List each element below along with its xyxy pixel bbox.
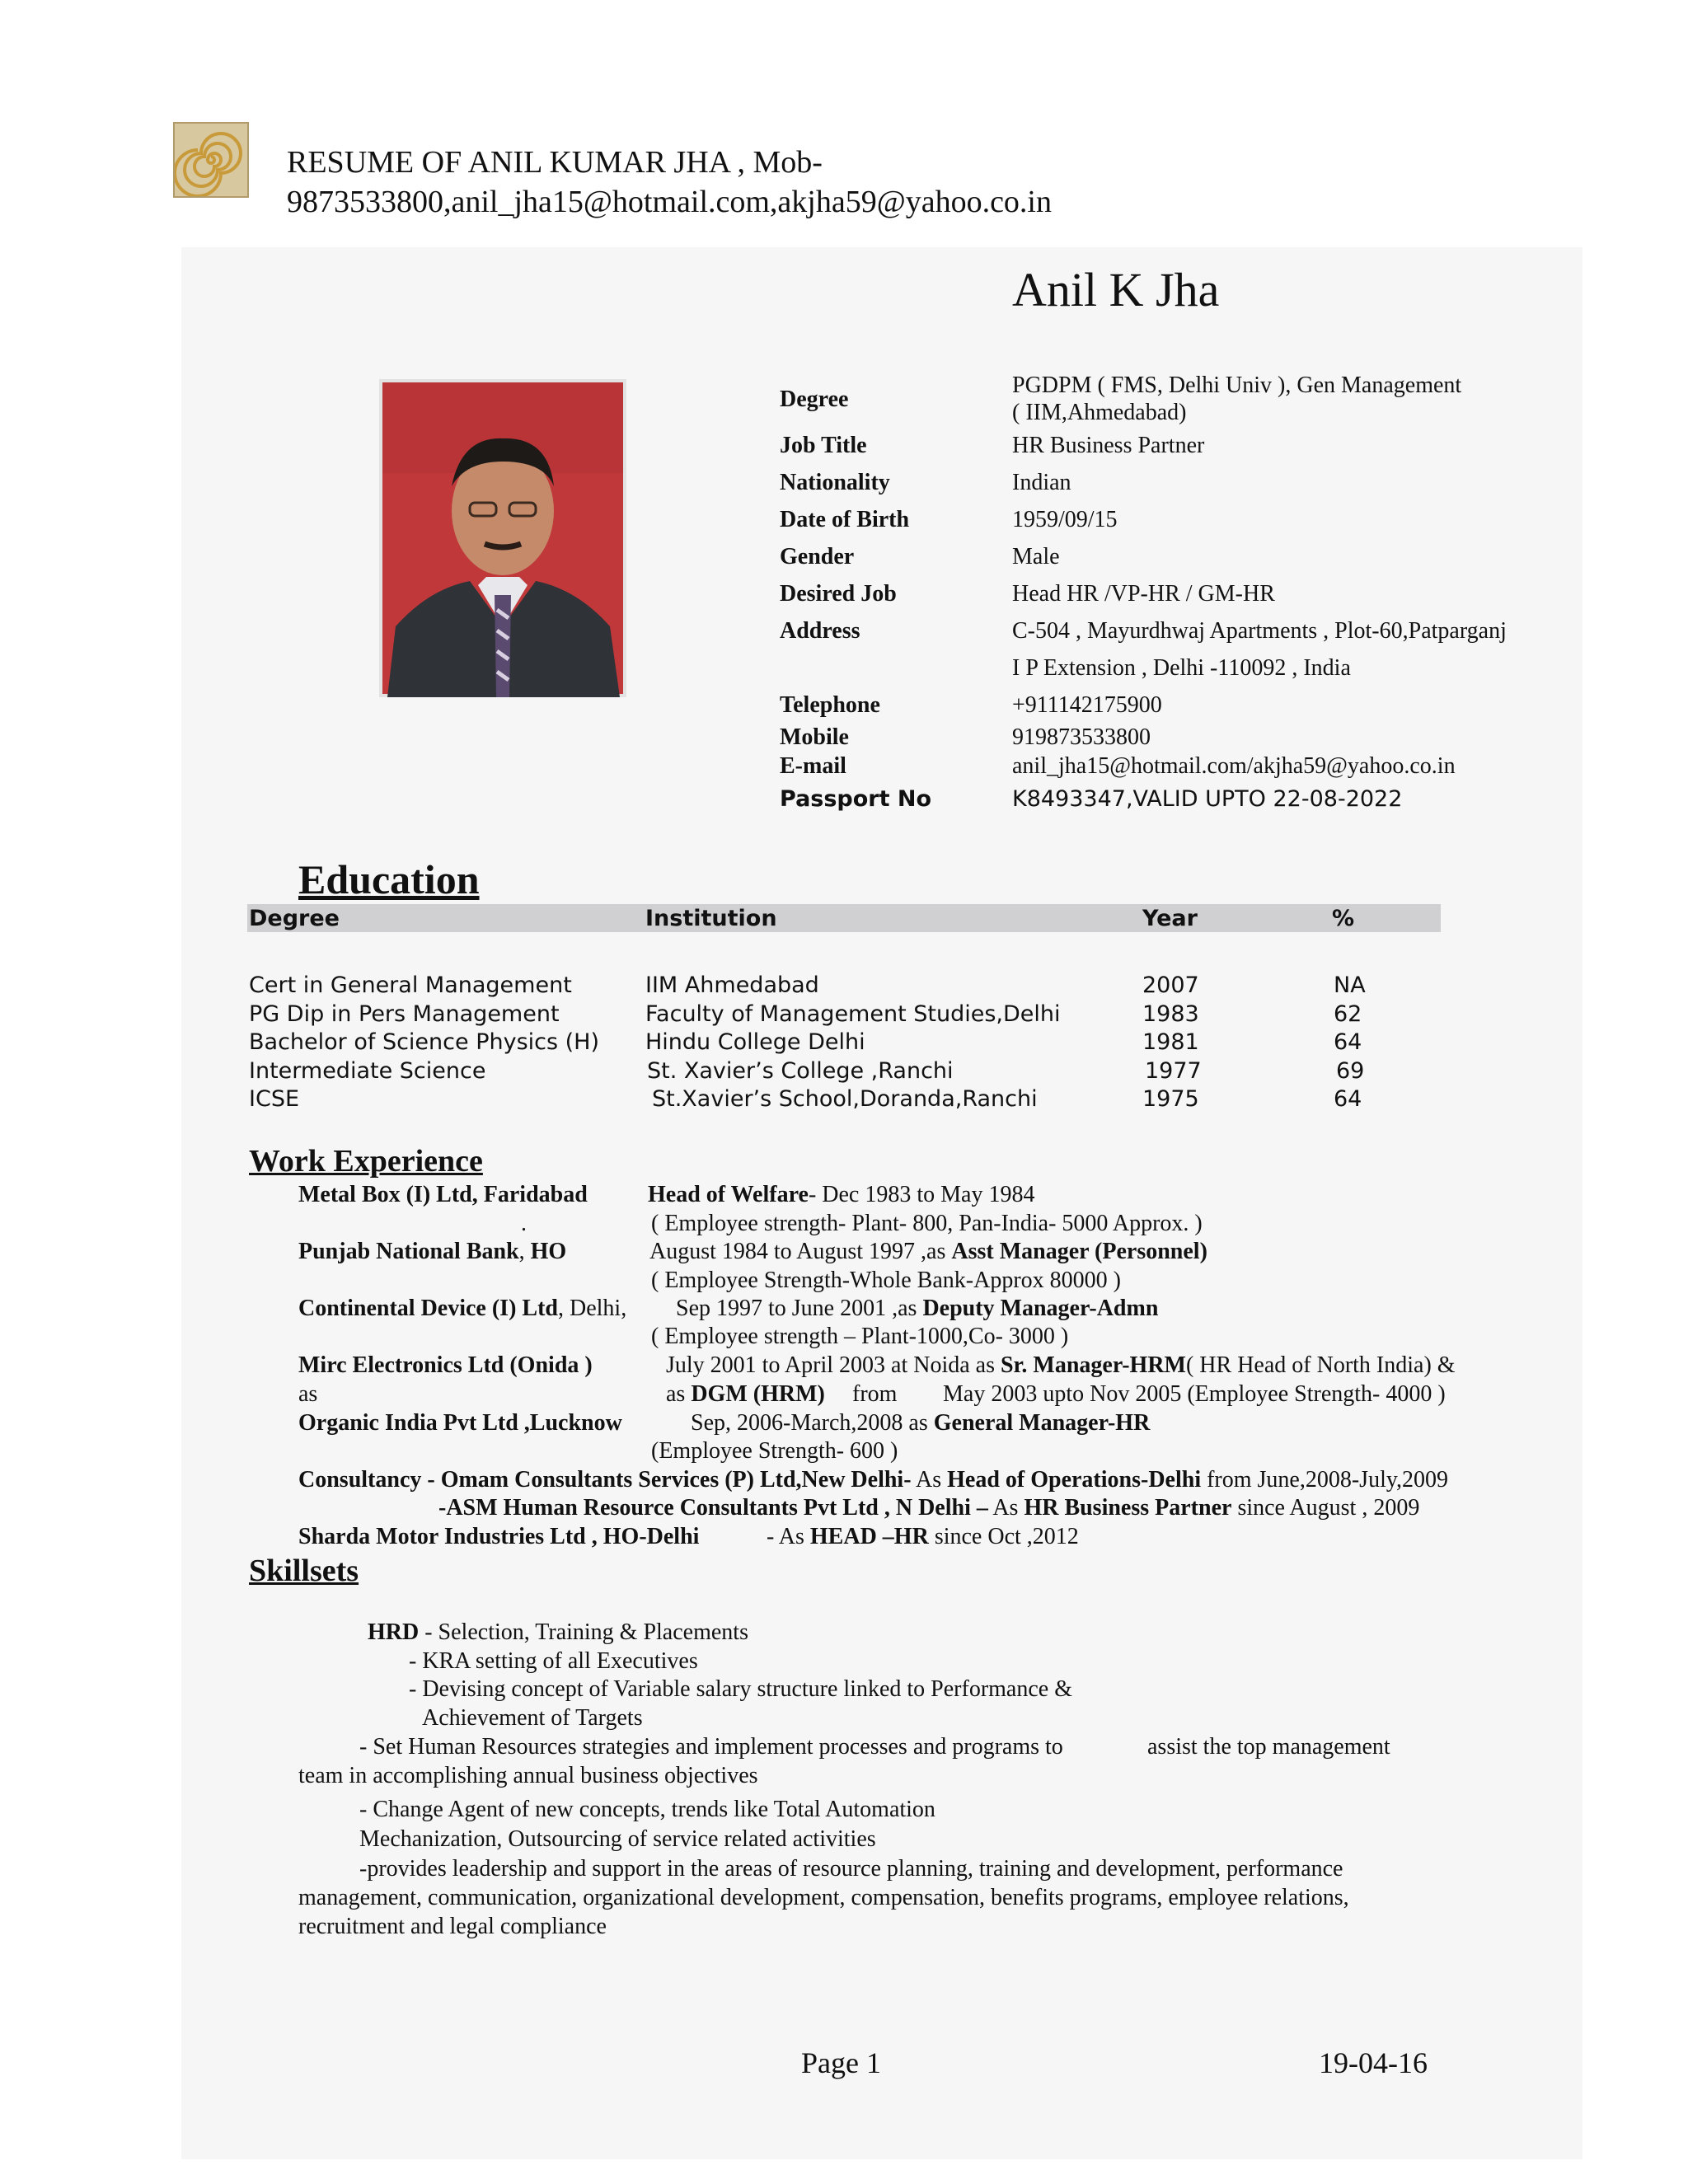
work-dot: .: [521, 1211, 527, 1236]
dob-label: Date of Birth: [780, 507, 910, 532]
job-title-label: Job Title: [780, 433, 867, 458]
work-period: - Dec 1983 to May 1984: [808, 1182, 1035, 1207]
education-percent: 69: [1336, 1058, 1365, 1084]
dob-value: 1959/09/15: [1012, 507, 1118, 532]
skill-line: Achievement of Targets: [422, 1705, 643, 1731]
work-company-loc: HO: [530, 1239, 567, 1264]
skill-line: [368, 1619, 748, 1646]
education-degree: Bachelor of Science Physics (H): [249, 1029, 599, 1055]
education-percent: 64: [1334, 1029, 1362, 1055]
work-line: [666, 1381, 825, 1408]
education-percent: NA: [1334, 972, 1366, 998]
education-percent: 64: [1334, 1086, 1362, 1112]
degree-value-1: PGDPM ( FMS, Delhi Univ ), Gen Management: [1012, 373, 1462, 398]
telephone-value: +911142175900: [1012, 692, 1162, 718]
work-role: HR Business Partner: [1024, 1495, 1232, 1521]
work-note: (Employee Strength- 600 ): [651, 1438, 898, 1464]
work-company: Organic India Pvt Ltd ,Lucknow: [298, 1410, 622, 1436]
skill-line: - Devising concept of Variable salary structure linked to Performance &: [409, 1676, 1072, 1702]
job-title-value: HR Business Partner: [1012, 433, 1205, 458]
work-role: HEAD –HR: [809, 1524, 929, 1549]
education-year: 1977: [1145, 1058, 1202, 1084]
work-role: Head of Welfare: [648, 1182, 809, 1207]
work-note: ( HR Head of North India) &: [1185, 1352, 1456, 1378]
work-role: DGM (HRM): [691, 1381, 825, 1407]
work-role: Asst Manager (Personnel): [951, 1239, 1207, 1264]
telephone-label: Telephone: [780, 692, 880, 718]
work-as: - As: [767, 1524, 810, 1549]
work-period: July 2001 to April 2003 at Noida as: [666, 1352, 1001, 1378]
skill-line: Mechanization, Outsourcing of service related activities: [359, 1826, 876, 1852]
work-note: ( Employee strength- Plant- 800, Pan-India- 5000 Approx. ): [651, 1211, 1203, 1236]
work-period: May 2003 upto Nov 2005 (Employee Strength- 4000 ): [943, 1381, 1446, 1407]
spiral-logo-icon: [173, 122, 249, 198]
email-label: E-mail: [780, 753, 846, 779]
work-line: [767, 1524, 1079, 1550]
work-line: [676, 1296, 1158, 1322]
work-line: [298, 1467, 1448, 1493]
work-line: [666, 1352, 1456, 1379]
work-period: since Oct ,2012: [928, 1524, 1079, 1549]
skill-line: - KRA setting of all Executives: [409, 1648, 698, 1674]
education-year: 1981: [1142, 1029, 1199, 1055]
nationality-value: Indian: [1012, 470, 1071, 495]
work-company: [298, 1239, 566, 1265]
work-line: [438, 1495, 1419, 1521]
work-as: As: [911, 1467, 948, 1493]
desired-job-label: Desired Job: [780, 581, 897, 607]
nationality-label: Nationality: [780, 470, 890, 495]
education-degree: Cert in General Management: [249, 972, 572, 998]
education-degree: ICSE: [249, 1086, 300, 1112]
work-company-sep: ,: [518, 1239, 531, 1264]
degree-label: Degree: [780, 387, 849, 412]
work-company: Consultancy - Omam Consultants Services (P) Ltd,New Delhi-: [298, 1467, 912, 1493]
footer-date: 19-04-16: [1319, 2046, 1428, 2079]
education-degree: PG Dip in Pers Management: [249, 1001, 560, 1027]
skillsets-title: Skillsets: [249, 1554, 359, 1588]
work-line: [691, 1410, 1150, 1436]
education-institution: Faculty of Management Studies,Delhi: [645, 1001, 1061, 1027]
work-company: -ASM Human Resource Consultants Pvt Ltd , N Delhi –: [438, 1495, 988, 1521]
work-note: ( Employee strength – Plant-1000,Co- 3000 ): [651, 1324, 1069, 1349]
work-as: as: [666, 1381, 692, 1407]
skill-line: assist the top management: [1147, 1734, 1390, 1760]
education-header-bar: [247, 904, 1441, 932]
education-header-degree: Degree: [249, 906, 340, 931]
education-year: 1975: [1142, 1086, 1199, 1112]
work-line: [648, 1182, 1034, 1208]
work-role: Head of Operations-Delhi: [947, 1467, 1202, 1493]
education-institution: St. Xavier’s College ,Ranchi: [647, 1058, 954, 1084]
work-company-name: Continental Device (I) Ltd: [298, 1296, 558, 1321]
profile-photo: [379, 379, 626, 697]
work-period: Sep, 2006-March,2008 as: [691, 1410, 934, 1436]
work-as: as: [298, 1381, 318, 1407]
gender-value: Male: [1012, 544, 1060, 569]
degree-value-2: ( IIM,Ahmedabad): [1012, 400, 1187, 425]
work-company: [298, 1296, 626, 1322]
work-period: from June,2008-July,2009: [1201, 1467, 1449, 1493]
education-institution: IIM Ahmedabad: [645, 972, 819, 998]
education-year: 2007: [1142, 972, 1199, 998]
mobile-label: Mobile: [780, 724, 849, 750]
education-header-institution: Institution: [645, 906, 777, 931]
work-company: Mirc Electronics Ltd (Onida ): [298, 1352, 593, 1378]
education-percent: 62: [1334, 1001, 1362, 1027]
page-number: Page 1: [801, 2046, 881, 2079]
work-experience-title: Work Experience: [249, 1144, 483, 1179]
education-title: Education: [298, 856, 480, 902]
skill-line: management, communication, organizational development, compensation, benefits programs, employee relations,: [298, 1885, 1349, 1910]
address-value-1: C-504 , Mayurdhwaj Apartments , Plot-60,Patparganj: [1012, 618, 1507, 644]
work-company-name: Punjab National Bank: [298, 1239, 519, 1264]
education-year: 1983: [1142, 1001, 1199, 1027]
work-company: Metal Box (I) Ltd, Faridabad: [298, 1182, 588, 1207]
education-institution: St.Xavier’s School,Doranda,Ranchi: [652, 1086, 1038, 1112]
work-period: Sep 1997 to June 2001 ,as: [676, 1296, 923, 1321]
skill-line: -provides leadership and support in the areas of resource planning, training and development, performance: [359, 1856, 1343, 1882]
work-line: [649, 1239, 1207, 1265]
email-value: anil_jha15@hotmail.com/akjha59@yahoo.co.in: [1012, 753, 1456, 779]
desired-job-value: Head HR /VP-HR / GM-HR: [1012, 581, 1275, 607]
address-value-2: I P Extension , Delhi -110092 , India: [1012, 655, 1351, 681]
education-degree: Intermediate Science: [249, 1058, 486, 1084]
work-period: August 1984 to August 1997 ,as: [649, 1239, 952, 1264]
skill-line: - Change Agent of new concepts, trends like Total Automation: [359, 1797, 935, 1822]
skill-heading: HRD: [368, 1619, 420, 1645]
work-role: Deputy Manager-Admn: [922, 1296, 1159, 1321]
header-line-1: RESUME OF ANIL KUMAR JHA , Mob-: [287, 145, 823, 180]
header-line-2: 9873533800,anil_jha15@hotmail.com,akjha59@yahoo.co.in: [287, 185, 1052, 219]
education-header-percent: %: [1332, 906, 1355, 931]
work-note: ( Employee Strength-Whole Bank-Approx 80000 ): [651, 1268, 1121, 1293]
candidate-name: Anil K Jha: [1012, 263, 1220, 316]
education-header-year: Year: [1142, 906, 1198, 931]
skill-line: recruitment and legal compliance: [298, 1914, 607, 1939]
work-role: Sr. Manager-HRM: [1000, 1352, 1186, 1378]
work-company-loc: , Delhi,: [557, 1296, 627, 1321]
skill-line: - Set Human Resources strategies and implement processes and programs to: [359, 1734, 1063, 1760]
work-company: Sharda Motor Industries Ltd , HO-Delhi: [298, 1524, 700, 1549]
address-label: Address: [780, 618, 860, 644]
passport-value: K8493347,VALID UPTO 22-08-2022: [1012, 786, 1403, 812]
skill-text: - Selection, Training & Placements: [419, 1619, 748, 1645]
work-as: As: [987, 1495, 1025, 1521]
mobile-value: 919873533800: [1012, 724, 1151, 750]
work-role: General Manager-HR: [933, 1410, 1151, 1436]
work-period: since August , 2009: [1231, 1495, 1420, 1521]
skill-line: team in accomplishing annual business objectives: [298, 1763, 758, 1788]
education-institution: Hindu College Delhi: [645, 1029, 865, 1055]
work-from: from: [852, 1381, 898, 1407]
gender-label: Gender: [780, 544, 855, 569]
passport-label: Passport No: [780, 786, 932, 812]
